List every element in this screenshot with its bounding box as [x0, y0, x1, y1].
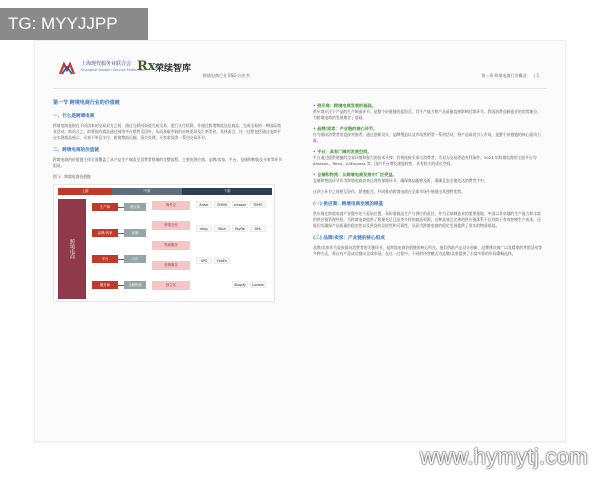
page-header	[53, 53, 547, 89]
bullet-brand-text: 作为面向消费者的直接对接者，通过创新设计、品牌塑造以及市场营销等一系列活动，将产品成功引入市场，是整个价值链的核心驱动力量。	[313, 132, 541, 143]
paragraph-supplier: 供应商在跨境电商产业链中处于起始位置，承担着商品生产与供应的责任，作为全球制造业的重要基地，中国以其卓越的生产能力和丰富的供应链管理经验，为跨境电商提供了数量充足且品类多样的商品资源。这种高效且完善的供应链体系不仅有助于有效控制生产成本，还能切实确保产品质量的稳定性以及供货的及时性和可靠性，从而为跨境电商的稳定发展提供了坚实的物质基础。	[313, 211, 541, 228]
subsection-brand: (二) 品牌/卖家：产业链的核心组成	[313, 236, 385, 241]
doc-title: 跨境电商行业 ESG 白皮书	[203, 73, 250, 78]
section-title: 第一节 跨境电商行业的价值链	[53, 100, 120, 106]
document-page	[34, 40, 566, 442]
band-midstream: 中游	[112, 188, 182, 195]
subsection-value-chain: 二、跨境电商的价值链	[53, 148, 99, 153]
paragraph-value-chain: 跨境电商的价值链主体全面覆盖了从产品生产端直至消费者终端的完整流程，主要由供应商、品牌/卖家、平台、仓储和物流及买家等环节组成。	[53, 157, 283, 168]
subsection-supplier: (一) 供应商：跨境电商发展的根基	[313, 202, 384, 207]
red-box: 生产商	[92, 203, 118, 211]
chapter-header	[481, 73, 539, 79]
left-column	[53, 99, 283, 302]
chapter-title: 第一章 跨境电商行业概况	[481, 73, 527, 78]
gray-box: 品牌	[124, 229, 146, 237]
paragraph-brand: 品牌/卖家作为直接面向消费者的关键环节，是跨境电商价值链的核心所在。他们借助产品设计创新、品牌建设推广以及精准的营销活动等多种方式，将自有产品成功推向全球市场。在这一过程中，不同的经营模式为品牌/卖家提供了丰富多样的市场策略选择。	[313, 245, 543, 256]
value-chain-diagram	[53, 184, 275, 302]
red-box: 平台	[92, 255, 118, 263]
bullet-platform-text: 平台通过提供便捷的交易环境和强大的技术支撑，有效连接买家与消费者，为双方交易创造有利条件。2023 年跨境电商的主流平台为 Amazon、Temu、AliExpress 等，国内平台增长速度较快，具有较大的成长空间。	[313, 155, 537, 166]
subsection-what-is: 一、什么是跨境电商	[53, 114, 95, 119]
red-box: 服务商	[92, 281, 118, 289]
brand-logo: amazon	[233, 203, 247, 207]
figure-caption: 图 1：跨境电商价值链	[53, 174, 91, 179]
band-downstream: 下游	[182, 188, 272, 195]
pink-box: 跨境支付	[152, 221, 190, 230]
bullet-logistics-head: • 仓储和物流：从跨境电商发展中广泛受益。	[313, 172, 397, 177]
side-label: 跨境电商	[58, 199, 86, 299]
brand-logo: Anker	[196, 201, 212, 208]
brand-logo: UPS	[196, 257, 212, 264]
band-upstream: 上游	[58, 188, 112, 195]
bullet-supplier-head: • 供应商：跨境电商发展的基础。	[313, 103, 376, 108]
paragraph-summary: 这四个环节之间相互协作、紧密配合，共同推动跨境电商在全球市场中展现出其独特优势。	[313, 189, 465, 194]
brand-logo: SHEIN	[214, 201, 230, 208]
rongxu-logo-mark: Rx	[137, 59, 156, 74]
red-box: 品牌/卖家	[92, 229, 118, 237]
flow-arrow	[118, 259, 124, 260]
org1-subtitle: Shanghai Modern Service Federation	[81, 68, 146, 72]
brand-logo: ebay	[196, 225, 212, 232]
gray-box: 平台	[124, 255, 146, 263]
page-number: | 5	[533, 73, 539, 78]
brand-logo: Shopify	[232, 281, 248, 288]
pink-box: 营销服务	[152, 261, 190, 270]
bullet-logistics-text: 仓储和物流环节作为跨境电商高效运营的保障环节，确保商品能够及时、准确且安全地送达消费者手中。	[313, 178, 488, 183]
gray-box: 供应商	[124, 203, 146, 211]
site-watermark: www.hymytj.com	[420, 444, 588, 469]
right-column	[313, 99, 543, 262]
bullet-platform-head: • 平台：具有广阔的发展空间。	[313, 149, 372, 154]
tg-watermark: TG: MYYJJPP	[0, 8, 148, 40]
brand-logo: DHL	[250, 225, 266, 232]
brand-logo: Lazada	[250, 281, 266, 288]
org2-name: 荣续智库	[155, 64, 192, 74]
bullet-supplier-text: 供应商专注于产品的生产制造环节，是整个价值链的起始点，其生产能力和产品质量直接影响后续环节。我国消费品制造业的优势地位，为跨境电商的发展奠定了基础。	[313, 109, 541, 120]
pink-box: 海外仓	[152, 201, 190, 210]
federation-logo-icon	[57, 59, 77, 79]
brand-logo: FedEx	[214, 257, 230, 264]
pink-box: 独立站	[152, 281, 190, 290]
flow-arrow	[118, 285, 124, 286]
flow-arrow	[118, 233, 124, 234]
paragraph-definition: 跨境电商是指在不同国家的交易双方之间，通过互联网渠道完成交易、进行支付结算，并通过跨境物流送达商品、完成交易的一种国际商业活动。简而言之，即将国内商品通过网络平台销售至国外，从而获取中间的价格差异及汇率差价。具体而言，这一过程包括通过电商平台实现商品展示、买家下单及支付、跨境物流运输、清关处理、买家收货等一系列交易环节。	[53, 123, 281, 140]
org1-name: 上海现代服务业联合会	[81, 61, 132, 67]
brand-logo: TEMU	[250, 201, 266, 208]
brand-logo: PayPal	[232, 225, 248, 232]
gray-box: 仓储物流	[124, 281, 146, 289]
pink-box: 物流服务	[152, 241, 190, 250]
brand-logo: Wish	[214, 225, 230, 232]
bullet-brand-head: • 品牌/卖家：产业链的核心环节。	[313, 126, 378, 131]
flow-arrow	[118, 207, 124, 208]
